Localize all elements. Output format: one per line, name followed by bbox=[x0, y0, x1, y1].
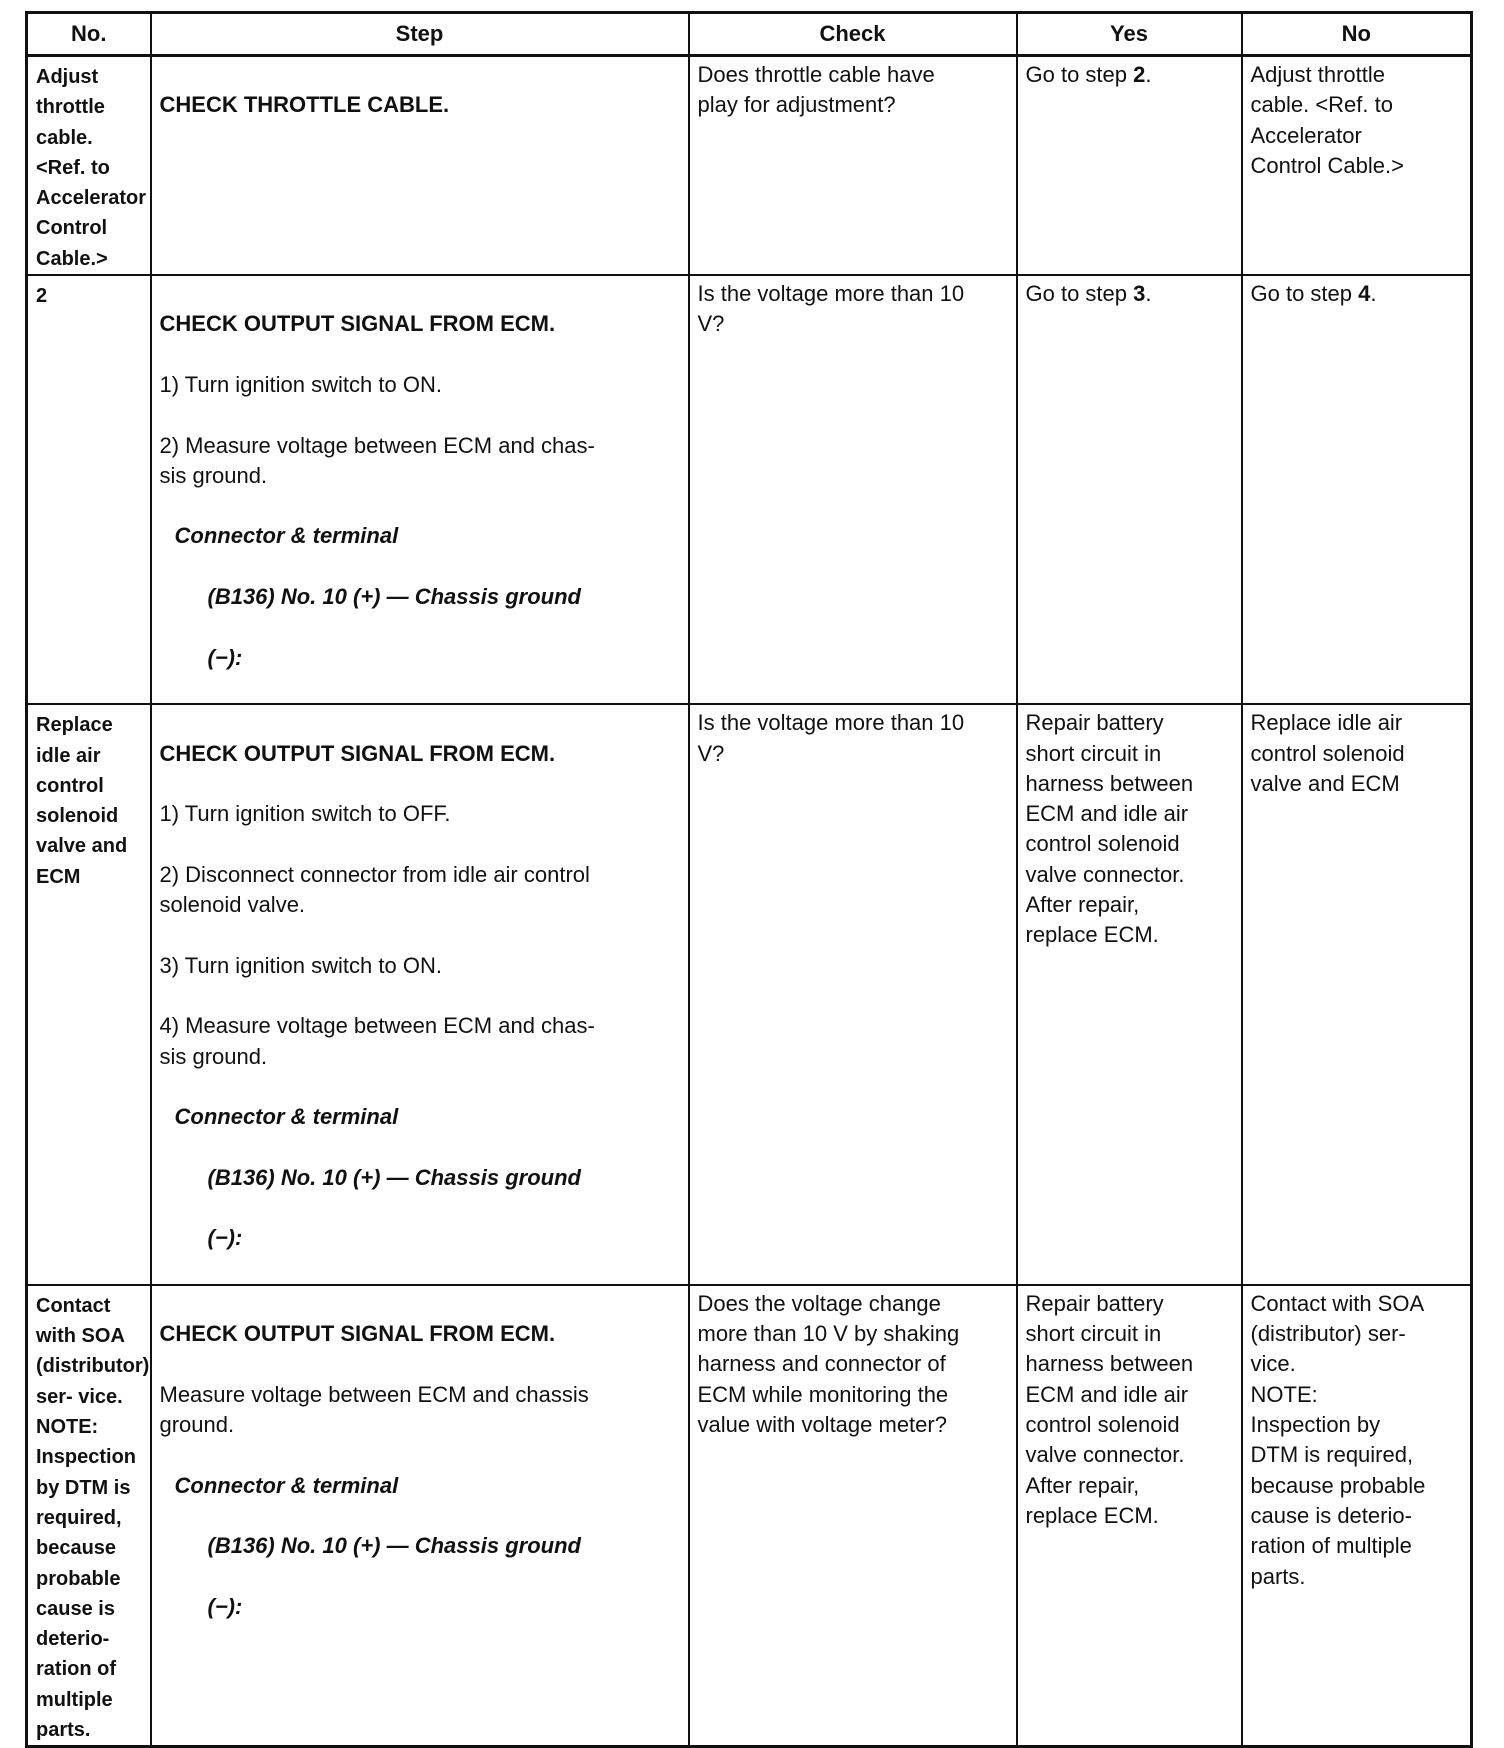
step-cell bbox=[151, 1285, 689, 1747]
connector-terminal: (B136) No. 10 (+) — Chassis ground bbox=[207, 584, 581, 610]
step-instruction: 1) Turn ignition switch to OFF. bbox=[159, 801, 451, 827]
check-text: Does the voltage change more than 10 V by shaking harness and connector of ECM while monitoring the value with voltage meter? bbox=[697, 1290, 960, 1438]
check-cell bbox=[689, 275, 1017, 704]
connector-terminal-end: (−): bbox=[207, 644, 243, 670]
no-cell bbox=[1242, 704, 1472, 1285]
yes-text: Repair battery short circuit in harness between ECM and idle air control solenoid valve connector. After repair, replace ECM. bbox=[1025, 1290, 1194, 1528]
no-text: Replace idle air control solenoid valve and ECM bbox=[1250, 710, 1405, 796]
yes-text bbox=[1018, 57, 1241, 90]
row-number: Adjust throttle cable. <Ref. to Accelerator Control Cable.> bbox=[36, 66, 147, 270]
connector-label: Connector & terminal bbox=[174, 1472, 399, 1498]
no-cell bbox=[1242, 1285, 1472, 1747]
row-number: Contact with SOA (distributor) ser- vice. NOTE: Inspection by DTM is required, because probable cause is deterio- ration of multiple parts. bbox=[36, 1294, 150, 1742]
header-check: Check bbox=[689, 13, 1017, 56]
check-cell bbox=[689, 704, 1017, 1285]
yes-text: Repair battery short circuit in harness between ECM and idle air control solenoid valve connector. After repair, replace ECM. bbox=[1025, 710, 1194, 948]
row-number-cell bbox=[27, 56, 151, 276]
step-instruction: 4) Measure voltage between ECM and chas- sis ground. bbox=[159, 1013, 595, 1069]
yes-cell bbox=[1017, 1285, 1242, 1747]
header-step: Step bbox=[151, 13, 689, 56]
yes-text bbox=[1018, 276, 1241, 309]
yes-suffix: . bbox=[1145, 281, 1152, 307]
check-cell bbox=[689, 56, 1017, 276]
step-cell bbox=[151, 704, 689, 1285]
table-row bbox=[27, 704, 1472, 1285]
yes-prefix: Go to step bbox=[1025, 281, 1134, 307]
step-instruction: 1) Turn ignition switch to ON. bbox=[159, 371, 442, 397]
connector-terminal: (B136) No. 10 (+) — Chassis ground bbox=[207, 1164, 581, 1190]
row-number: Replace idle air control solenoid valve and ECM bbox=[36, 714, 128, 888]
yes-suffix: . bbox=[1145, 62, 1152, 87]
yes-prefix: Go to step bbox=[1025, 62, 1134, 87]
table-row bbox=[27, 56, 1472, 276]
no-suffix: . bbox=[1370, 281, 1377, 307]
row-number-cell bbox=[27, 704, 151, 1285]
step-instruction: Measure voltage between ECM and chassis ground. bbox=[159, 1381, 589, 1438]
row-number-cell bbox=[27, 1285, 151, 1747]
header-no-result: No bbox=[1242, 13, 1472, 56]
step-title: CHECK OUTPUT SIGNAL FROM ECM. bbox=[159, 311, 556, 337]
row-number: 2 bbox=[36, 285, 48, 308]
diagnostic-table bbox=[25, 11, 1473, 1748]
yes-step-ref: 3 bbox=[1133, 281, 1146, 307]
step-title: CHECK OUTPUT SIGNAL FROM ECM. bbox=[159, 740, 556, 766]
table-row bbox=[27, 1285, 1472, 1747]
no-text bbox=[1243, 276, 1471, 309]
step-cell bbox=[151, 56, 689, 276]
yes-cell bbox=[1017, 704, 1242, 1285]
connector-label: Connector & terminal bbox=[174, 1104, 399, 1130]
row-number-cell bbox=[27, 275, 151, 704]
connector-terminal: (B136) No. 10 (+) — Chassis ground bbox=[207, 1533, 581, 1559]
step-title: CHECK OUTPUT SIGNAL FROM ECM. bbox=[159, 1321, 556, 1347]
no-cell bbox=[1242, 56, 1472, 276]
check-text: Does throttle cable have play for adjustment? bbox=[697, 62, 935, 118]
connector-label: Connector & terminal bbox=[174, 523, 399, 549]
check-text: Is the voltage more than 10 V? bbox=[697, 281, 965, 337]
step-cell bbox=[151, 275, 689, 704]
header-row bbox=[27, 13, 1472, 56]
connector-terminal-end: (−): bbox=[207, 1593, 243, 1619]
check-text: Is the voltage more than 10 V? bbox=[697, 710, 965, 766]
table-row bbox=[27, 275, 1472, 704]
yes-cell bbox=[1017, 56, 1242, 276]
check-cell bbox=[689, 1285, 1017, 1747]
connector-terminal-end: (−): bbox=[207, 1225, 243, 1251]
header-no: No. bbox=[27, 13, 151, 56]
step-instruction: 2) Measure voltage between ECM and chas- sis ground. bbox=[159, 432, 595, 488]
step-instruction: 2) Disconnect connector from idle air control solenoid valve. bbox=[159, 861, 590, 918]
no-text: Contact with SOA (distributor) ser- vice. NOTE: Inspection by DTM is required, because probable cause is deterio- ration of multiple parts. bbox=[1250, 1290, 1426, 1589]
no-step-ref: 4 bbox=[1358, 281, 1371, 307]
step-title: CHECK THROTTLE CABLE. bbox=[159, 92, 450, 118]
yes-cell bbox=[1017, 275, 1242, 704]
yes-step-ref: 2 bbox=[1133, 62, 1146, 87]
no-prefix: Go to step bbox=[1250, 281, 1359, 307]
no-cell bbox=[1242, 275, 1472, 704]
no-text: Adjust throttle cable. <Ref. to Accelerator Control Cable.> bbox=[1250, 62, 1404, 178]
step-instruction: 3) Turn ignition switch to ON. bbox=[159, 952, 442, 978]
header-yes: Yes bbox=[1017, 13, 1242, 56]
